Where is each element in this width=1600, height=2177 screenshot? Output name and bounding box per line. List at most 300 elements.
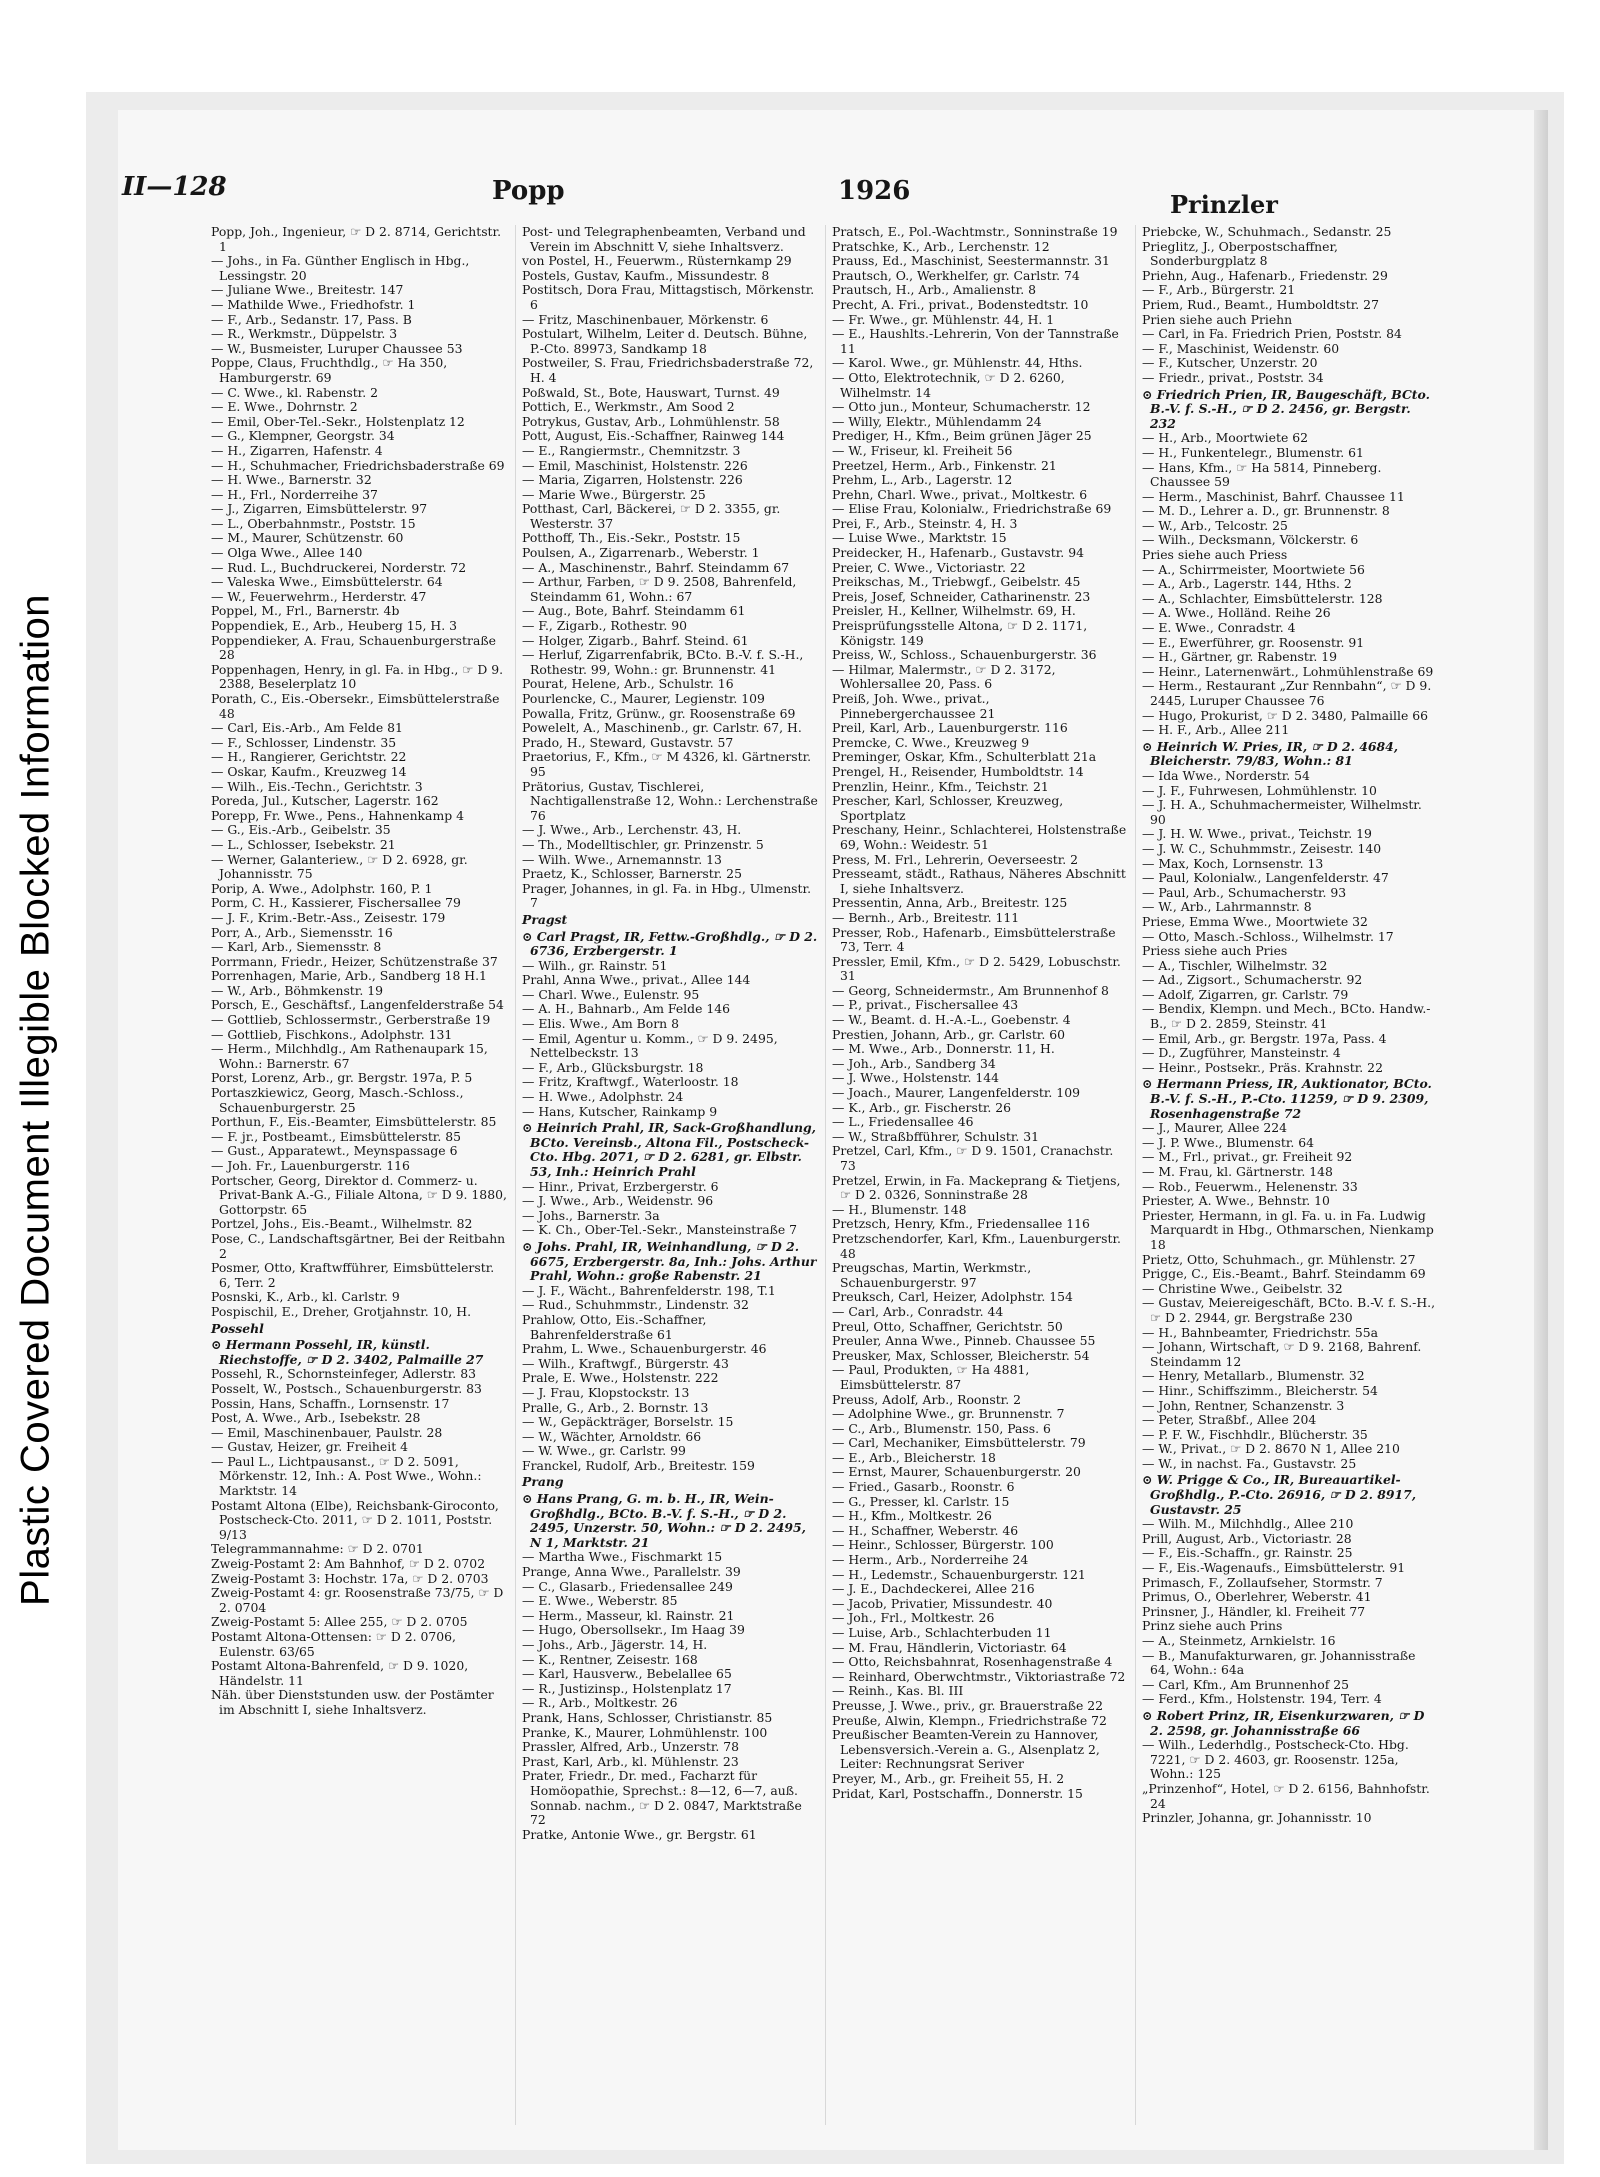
directory-entry: — W., Privat., ☞ D 2. 8670 N 1, Allee 210 — [1142, 1441, 1400, 1457]
side-strip — [0, 0, 72, 2177]
directory-entry: — Oskar, Kaufm., Kreuzweg 14 — [211, 763, 407, 779]
directory-entry: — J. H. A., Schuhmachermeister, Wilhelmstr. 90 — [1142, 797, 1422, 827]
directory-entry: Pralle, G., Arb., 2. Bornstr. 13 — [522, 1399, 709, 1415]
directory-entry: — A., Arb., Lagerstr. 144, Hths. 2 — [1142, 576, 1352, 592]
directory-entry: — Hans, Kfm., ☞ Ha 5814, Pinneberg. Chaussee 59 — [1142, 459, 1382, 490]
directory-entry: — Henry, Metallarb., Blumenstr. 32 — [1142, 1368, 1365, 1384]
directory-entry: Porr, A., Arb., Siemensstr. 16 — [211, 924, 393, 940]
directory-entry: Prahl, Anna Wwe., privat., Allee 144 — [522, 972, 751, 988]
directory-entry: — Heinr., Postsekr., Präs. Krahnstr. 22 — [1142, 1059, 1383, 1075]
directory-entry: — E., Haushlts.-Lehrerin, Von der Tannstraße 11 — [832, 326, 1119, 356]
directory-entry: Prater, Friedr., Dr. med., Facharzt für Homöopathie, Sprechst.: 8—12, 6—7, auß. Sonnab. nachm., ☞ D 2. 0847, Marktstraße 72 — [522, 1768, 802, 1828]
directory-entry: — P. F. W., Fischhdlr., Blücherstr. 35 — [1142, 1426, 1368, 1442]
directory-entry: — H., Frl., Norderreihe 37 — [211, 486, 378, 502]
directory-entry: ⊙ W. Prigge & Co., IR, Bureauartikel-Großhdlg., P.-Cto. 26916, ☞ D 2. 8917, Gustavstr. 25 — [1142, 1472, 1417, 1517]
directory-entry: Prengel, H., Reisender, Humboldtstr. 14 — [832, 763, 1084, 779]
directory-entry: Pratke, Antonie Wwe., gr. Bergstr. 61 — [522, 1826, 757, 1842]
directory-entry: — Carl, Arb., Conradstr. 44 — [832, 1303, 1004, 1319]
directory-entry: Pospischil, E., Dreher, Grotjahnstr. 10, H. — [211, 1303, 472, 1319]
directory-entry: — F., Arb., Bürgerstr. 21 — [1142, 282, 1296, 298]
directory-entry: — Ferd., Kfm., Holstenstr. 194, Terr. 4 — [1142, 1691, 1382, 1707]
directory-entry: Preuler, Anna Wwe., Pinneb. Chaussee 55 — [832, 1333, 1096, 1349]
directory-entry: Prange, Anna Wwe., Parallelstr. 39 — [522, 1564, 741, 1580]
directory-entry: — Wilh., Lederhdlg., Postscheck-Cto. Hbg. 7221, ☞ D 2. 4603, gr. Roosenstr. 125a, Wohn.: 125 — [1142, 1737, 1409, 1782]
directory-entry: — H., Ledemstr., Schauenburgerstr. 121 — [832, 1566, 1086, 1582]
directory-entry: Pressentin, Anna, Arb., Breitestr. 125 — [832, 895, 1068, 911]
directory-entry: — J. Wwe., Arb., Weidenstr. 96 — [522, 1193, 714, 1209]
directory-entry: Potthast, Carl, Bäckerei, ☞ D 2. 3355, gr. Westerstr. 37 — [522, 501, 781, 531]
directory-entry: Prehm, L., Arb., Lagerstr. 12 — [832, 472, 1013, 488]
directory-entry: Pries siehe auch Priess — [1142, 547, 1288, 563]
directory-entry: — P., privat., Fischersallee 43 — [832, 997, 1019, 1013]
directory-entry: Priester, A. Wwe., Behnstr. 10 — [1142, 1193, 1330, 1209]
directory-entry: Prautsch, O., Werkhelfer, gr. Carlstr. 74 — [832, 267, 1080, 283]
directory-entry: — W., Feuerwehrm., Herderstr. 47 — [211, 588, 427, 604]
directory-entry: Zweig-Postamt 5: Allee 255, ☞ D 2. 0705 — [211, 1614, 468, 1630]
directory-entry: ⊙ Johs. Prahl, IR, Weinhandlung, ☞ D 2. 6675, Erzbergerstr. 8a, Inh.: Johs. Arthur Prahl, Wohn.: große Rabenstr. 21 — [522, 1238, 817, 1284]
directory-entry: — E. Wwe., Conradstr. 4 — [1142, 620, 1296, 636]
directory-entry: — Charl. Wwe., Eulenstr. 95 — [522, 986, 700, 1002]
directory-entry: Praetz, K., Schlosser, Barnerstr. 25 — [522, 866, 742, 882]
directory-entry: — Otto jun., Monteur, Schumacherstr. 12 — [832, 399, 1091, 415]
directory-entry: — A., Schlachter, Eimsbüttelerstr. 128 — [1142, 590, 1383, 606]
directory-entry: Priese, Emma Wwe., Moortwiete 32 — [1142, 913, 1368, 929]
directory-entry: — Luise, Arb., Schlachterbuden 11 — [832, 1625, 1052, 1640]
directory-entry: Post, A. Wwe., Arb., Isebekstr. 28 — [211, 1410, 421, 1426]
directory-entry: Postamt Altona-Bahrenfeld, ☞ D 9. 1020, Händelstr. 11 — [211, 1658, 469, 1688]
directory-entry: — Emil, Maschinenbauer, Paulstr. 28 — [211, 1424, 443, 1440]
directory-entry: Prager, Johannes, in gl. Fa. in Hbg., Ulmenstr. 7 — [522, 880, 812, 911]
directory-entry: von Postel, H., Feuerwm., Rüsternkamp 29 — [522, 253, 792, 269]
directory-entry: — Th., Modelltischler, gr. Prinzenstr. 5 — [522, 836, 764, 852]
directory-entry: — Herm., Arb., Norderreihe 24 — [832, 1552, 1029, 1568]
directory-entry: Preußischer Beamten-Verein zu Hannover, Lebensversich.-Verein a. G., Alsenplatz 2, Leiter: Rechnungsrat Seriver — [832, 1727, 1100, 1772]
directory-entry: — Maria, Zigarren, Holstenstr. 226 — [522, 472, 743, 488]
directory-entry: — Arthur, Farben, ☞ D 9. 2508, Bahrenfeld, Steindamm 61, Wohn.: 67 — [522, 574, 797, 604]
directory-entry: Pretzschendorfer, Karl, Kfm., Lauenburgerstr. 48 — [832, 1230, 1121, 1261]
directory-entry: Prast, Karl, Arb., kl. Mühlenstr. 23 — [522, 1753, 739, 1769]
directory-entry: — H., Arb., Moortwiete 62 — [1142, 430, 1308, 446]
directory-entry: — A., Steinmetz, Arnkielstr. 16 — [1142, 1633, 1336, 1648]
directory-entry: — Herm., Masseur, kl. Rainstr. 21 — [522, 1607, 735, 1623]
directory-entry: ⊙ Robert Prinz, IR, Eisenkurzwaren, ☞ D 2. 2598, gr. Johannisstraße 66 — [1142, 1707, 1425, 1738]
directory-entry: — F. jr., Postbeamt., Eimsbüttelerstr. 85 — [211, 1128, 461, 1144]
directory-entry: — G., Eis.-Arb., Geibelstr. 35 — [211, 822, 391, 838]
directory-entry: — E., Arb., Bleicherstr. 18 — [832, 1449, 996, 1465]
directory-entry: Posselt, W., Postsch., Schauenburgerstr. 83 — [211, 1380, 482, 1396]
directory-entry: Prenzlin, Heinr., Kfm., Teichstr. 21 — [832, 778, 1049, 794]
directory-entry: Praetorius, F., Kfm., ☞ M 4326, kl. Gärtnerstr. 95 — [522, 749, 812, 779]
directory-entry: — M., Frl., privat., gr. Freiheit 92 — [1142, 1149, 1353, 1165]
directory-entry: Postweiler, S. Frau, Friedrichsbaderstraße 72, H. 4 — [522, 355, 814, 385]
directory-entry: — H., Schaffner, Weberstr. 46 — [832, 1522, 1019, 1538]
directory-entry: — M. Wwe., Arb., Donnerstr. 11, H. — [832, 1041, 1055, 1057]
directory-entry: Prahlow, Otto, Eis.-Schaffner, Bahrenfelderstraße 61 — [522, 1311, 707, 1342]
directory-entry: — John, Rentner, Schanzenstr. 3 — [1142, 1397, 1345, 1413]
directory-entry: Prieglitz, J., Oberpostschaffner, Sonderburgplatz 8 — [1142, 238, 1338, 269]
directory-entry: — Georg, Schneidermstr., Am Brunnenhof 8 — [832, 982, 1109, 998]
directory-entry: — C., Glasarb., Friedensallee 249 — [522, 1578, 733, 1594]
directory-entry: Pretzel, Erwin, in Fa. Mackeprang & Tietjens, ☞ D 2. 0326, Sonninstraße 28 — [832, 1172, 1121, 1203]
directory-entry: Postamt Altona (Elbe), Reichsbank-Giroconto, Postscheck-Cto. 2011, ☞ D 2. 1011, Poststr. 9/13 — [211, 1497, 499, 1542]
directory-entry: — Hans, Kutscher, Rainkamp 9 — [522, 1103, 718, 1119]
directory-entry: Preminger, Oskar, Kfm., Schulterblatt 21a — [832, 749, 1097, 765]
directory-entry: — E., Ewerführer, gr. Roosenstr. 91 — [1142, 634, 1365, 650]
directory-entry: — W., Arb., Lahrmannstr. 8 — [1142, 899, 1312, 915]
directory-entry: Poßwald, St., Bote, Hauswart, Turnst. 49 — [522, 384, 780, 400]
directory-entry: Preikschas, M., Triebwgf., Geibelstr. 45 — [832, 574, 1081, 590]
running-head-right: Prinzler — [1170, 190, 1278, 219]
directory-entry: Prätorius, Gustav, Tischlerei, Nachtigallenstraße 12, Wohn.: Lerchenstraße 76 — [522, 778, 818, 823]
directory-entry: Prestien, Johann, Arb., gr. Carlstr. 60 — [832, 1026, 1066, 1042]
directory-entry: Porepp, Fr. Wwe., Pens., Hahnenkamp 4 — [211, 807, 464, 823]
directory-entry: Preuksch, Carl, Heizer, Adolphstr. 154 — [832, 1289, 1073, 1305]
directory-entry: Prado, H., Steward, Gustavstr. 57 — [522, 734, 734, 750]
directory-entry: Portaszkiewicz, Georg, Masch.-Schloss., Schauenburgerstr. 25 — [211, 1085, 464, 1115]
directory-entry: — Heinr., Laternenwärt., Lohmühlenstraße 69 — [1142, 663, 1434, 679]
directory-entry: — Johs., in Fa. Günther Englisch in Hbg., Lessingstr. 20 — [211, 253, 470, 283]
directory-entry: Preiß, Joh. Wwe., privat., Pinnebergerchaussee 21 — [832, 691, 996, 721]
directory-entry: Pretzsch, Henry, Kfm., Friedensallee 116 — [832, 1216, 1090, 1232]
directory-entry: Priehn, Aug., Hafenarb., Friedenstr. 29 — [1142, 267, 1388, 283]
directory-entry: — F., Maschinist, Weidenstr. 60 — [1142, 340, 1340, 356]
directory-entry: — Hugo, Prokurist, ☞ D 2. 3480, Palmaille 66 — [1142, 707, 1428, 723]
directory-entry: — Luise Wwe., Marktstr. 15 — [832, 530, 1007, 546]
directory-entry: — Marie Wwe., Bürgerstr. 25 — [522, 486, 706, 502]
directory-entry: — F., Eis.-Wagenaufs., Eimsbüttelerstr. 91 — [1142, 1560, 1406, 1576]
directory-entry: Popp, Joh., Ingenieur, ☞ D 2. 8714, Gerichtstr. 1 — [211, 225, 502, 254]
directory-entry: — Gustav, Heizer, gr. Freiheit 4 — [211, 1439, 409, 1455]
directory-entry: Preusse, J. Wwe., priv., gr. Brauerstraße 22 — [832, 1697, 1104, 1713]
directory-entry: — A. H., Bahnarb., Am Felde 146 — [522, 1001, 730, 1017]
directory-entry: — Paul L., Lichtpausanst., ☞ D 2. 5091, Mörkenstr. 12, Inh.: A. Post Wwe., Wohn.: Marktstr. 14 — [211, 1453, 482, 1499]
directory-entry: — Ad., Zigsort., Schumacherstr. 92 — [1142, 972, 1363, 988]
directory-entry: Postitsch, Dora Frau, Mittagstisch, Mörkenstr. 6 — [522, 282, 815, 312]
directory-entry: Prietz, Otto, Schuhmach., gr. Mühlenstr. 27 — [1142, 1251, 1416, 1267]
directory-entry: Preil, Karl, Arb., Lauenburgerstr. 116 — [832, 720, 1068, 736]
directory-entry: — Willy, Elektr., Mühlendamm 24 — [832, 413, 1042, 429]
directory-entry: — Friedr., privat., Poststr. 34 — [1142, 369, 1324, 385]
directory-entry: Preul, Otto, Schaffner, Gerichtstr. 50 — [832, 1318, 1063, 1334]
directory-entry: Preier, C. Wwe., Victoriastr. 22 — [832, 559, 1026, 575]
directory-entry: Preidecker, H., Hafenarb., Gustavstr. 94 — [832, 545, 1084, 561]
directory-entry: Prinz siehe auch Prins — [1142, 1618, 1283, 1634]
directory-entry: — Holger, Zigarb., Bahrf. Steind. 61 — [522, 632, 749, 648]
directory-entry: — A. Wwe., Holländ. Reihe 26 — [1142, 605, 1331, 621]
directory-entry: Potrykus, Gustav, Arb., Lohmühlenstr. 58 — [522, 413, 780, 429]
directory-entry: — Karl, Arb., Siemensstr. 8 — [211, 939, 382, 955]
directory-entry: Priester, Hermann, in gl. Fa. u. in Fa. Ludwig Marquardt in Hbg., Othmarschen, Nienkamp 18 — [1142, 1207, 1434, 1252]
directory-entry: — Fr. Wwe., gr. Mühlenstr. 44, H. 1 — [832, 311, 1055, 327]
directory-entry: Preuße, Alwin, Klempn., Friedrichstraße 72 — [832, 1712, 1107, 1728]
directory-entry: — H., Kfm., Moltkestr. 26 — [832, 1508, 992, 1524]
directory-entry: — Hinr., Privat, Erzbergerstr. 6 — [522, 1178, 719, 1194]
directory-entry: — W., Wächter, Arnoldstr. 66 — [522, 1428, 702, 1444]
directory-entry: Pose, C., Landschaftsgärtner, Bei der Reitbahn 2 — [211, 1230, 506, 1261]
directory-entry: — Max, Koch, Lornsenstr. 13 — [1142, 855, 1324, 871]
directory-entry: — Emil, Ober-Tel.-Sekr., Holstenplatz 12 — [211, 413, 465, 429]
directory-entry: — Joh., Arb., Sandberg 34 — [832, 1055, 996, 1071]
directory-entry: — W., Straßbfführer, Schulstr. 31 — [832, 1128, 1040, 1144]
directory-entry: Zweig-Postamt 2: Am Bahnhof, ☞ D 2. 0702 — [211, 1556, 486, 1572]
directory-entry: Preisler, H., Kellner, Wilhelmstr. 69, H. — [832, 603, 1076, 619]
directory-entry: — Carl, Eis.-Arb., Am Felde 81 — [211, 720, 403, 736]
directory-entry: Poppe, Claus, Fruchthdlg., ☞ Ha 350, Hamburgerstr. 69 — [211, 355, 448, 385]
directory-entry: — W., Beamt. d. H.-A.-L., Goebenstr. 4 — [832, 1012, 1071, 1028]
directory-entry: — Werner, Galanteriew., ☞ D 2. 6928, gr. Johannisstr. 75 — [211, 851, 468, 882]
directory-entry: — R., Werkmstr., Düppelstr. 3 — [211, 326, 398, 342]
directory-entry: — Bernh., Arb., Breitestr. 111 — [832, 909, 1020, 925]
directory-entry: — H., Rangierer, Gerichtstr. 22 — [211, 749, 407, 765]
directory-entry: — K., Rentner, Zeisestr. 168 — [522, 1651, 698, 1667]
directory-entry: Preiss, W., Schloss., Schauenburgerstr. 36 — [832, 647, 1097, 663]
directory-entry: — L., Friedensallee 46 — [832, 1114, 974, 1130]
directory-entry: — F., Arb., Glücksburgstr. 18 — [522, 1059, 704, 1075]
directory-entry: — Herm., Maschinist, Bahrf. Chaussee 11 — [1142, 488, 1405, 504]
directory-entry: ⊙ Heinrich W. Pries, IR, ☞ D 2. 4684, Bleicherstr. 79/83, Wohn.: 81 — [1142, 738, 1399, 769]
directory-entry: — W., Arb., Böhmkenstr. 19 — [211, 982, 383, 998]
directory-entry: — F., Kutscher, Unzerstr. 20 — [1142, 355, 1318, 371]
directory-entry: Premcke, C. Wwe., Kreuzweg 9 — [832, 734, 1030, 750]
directory-entry: — Hugo, Obersollsekr., Im Haag 39 — [522, 1622, 745, 1638]
page-number: II—128 — [122, 172, 227, 202]
directory-entry: — Fritz, Maschinenbauer, Mörkenstr. 6 — [522, 311, 769, 327]
directory-entry: Post- und Telegraphenbeamten, Verband und Verein im Abschnitt V, siehe Inhaltsverz. — [522, 225, 806, 254]
directory-entry: — H. F., Arb., Allee 211 — [1142, 722, 1290, 738]
directory-entry: Prinsner, J., Händler, kl. Freiheit 77 — [1142, 1603, 1366, 1619]
directory-entry: Prassler, Alfred, Arb., Unzerstr. 78 — [522, 1739, 740, 1755]
directory-entry: Presseamt, städt., Rathaus, Näheres Abschnitt I, siehe Inhaltsverz. — [832, 866, 1126, 896]
directory-entry: Porsch, E., Geschäftsf., Langenfelderstraße 54 — [211, 997, 504, 1013]
directory-entry: — W., Gepäckträger, Borselstr. 15 — [522, 1414, 734, 1430]
directory-entry: Posnski, K., Arb., kl. Carlstr. 9 — [211, 1289, 400, 1305]
directory-entry: Poppendieker, A. Frau, Schauenburgerstraße 28 — [211, 632, 496, 663]
directory-entry: — Aug., Bote, Bahrf. Steindamm 61 — [522, 603, 746, 619]
directory-entry: Preyer, M., Arb., gr. Freiheit 55, H. 2 — [832, 1770, 1065, 1786]
directory-entry: — Emil, Agentur u. Komm., ☞ D 9. 2495, Nettelbeckstr. 13 — [522, 1030, 778, 1061]
directory-entry: — Peter, Straßbf., Allee 204 — [1142, 1412, 1317, 1428]
directory-entry: Prale, E. Wwe., Holstenstr. 222 — [522, 1370, 719, 1386]
directory-entry: — Hilmar, Malermstr., ☞ D 2. 3172, Wohlersallee 20, Pass. 6 — [832, 661, 1056, 692]
directory-entry: Pratsch, E., Pol.-Wachtmstr., Sonninstraße 19 — [832, 225, 1118, 239]
directory-entry: — W. Wwe., gr. Carlstr. 99 — [522, 1443, 686, 1459]
directory-entry: — Gust., Apparatewt., Meynspassage 6 — [211, 1143, 458, 1159]
directory-entry: — Adolf, Zigarren, gr. Carlstr. 79 — [1142, 986, 1349, 1002]
directory-entry: — H. Wwe., Barnerstr. 32 — [211, 472, 372, 488]
directory-entry: — Wilh., Decksmann, Völckerstr. 6 — [1142, 532, 1359, 548]
running-head-left: Popp — [492, 176, 565, 206]
directory-entry: — Elis. Wwe., Am Born 8 — [522, 1016, 679, 1032]
directory-entry: — Wilh. M., Milchhdlg., Allee 210 — [1142, 1516, 1354, 1532]
directory-entry: — Joh. Fr., Lauenburgerstr. 116 — [211, 1158, 410, 1173]
directory-entry: Porrenhagen, Marie, Arb., Sandberg 18 H.1 — [211, 968, 487, 984]
directory-entry: — Rud., Schuhmmstr., Lindenstr. 32 — [522, 1297, 749, 1313]
directory-entry: ⊙ Heinrich Prahl, IR, Sack-Großhandlung, BCto. Vereinsb., Altona Fil., Postscheck-Cto. Hbg. 2071, ☞ D 2. 6281, gr. Elbstr. 53, Inh.: Heinrich Prahl — [522, 1120, 816, 1179]
directory-entry: Telegrammannahme: ☞ D 2. 0701 — [211, 1541, 424, 1557]
directory-entry: Potthoff, Th., Eis.-Sekr., Poststr. 15 — [522, 530, 741, 546]
directory-entry: Franckel, Rudolf, Arb., Breitestr. 159 — [522, 1457, 755, 1473]
column-2 — [515, 225, 825, 2125]
directory-entry: — J. F., Wächt., Bahrenfelderstr. 198, T.1 — [522, 1282, 776, 1298]
directory-entry: — W., Arb., Telcostr. 25 — [1142, 517, 1288, 533]
directory-entry: — F., Schlosser, Lindenstr. 35 — [211, 734, 397, 750]
directory-entry: — Gottlieb, Schlossermstr., Gerberstraße 19 — [211, 1012, 491, 1028]
directory-entry: Postulart, Wilhelm, Leiter d. Deutsch. Bühne, P.-Cto. 89973, Sandkamp 18 — [522, 326, 808, 356]
directory-entry: Powelelt, A., Maschinenb., gr. Carlstr. 67, H. — [522, 720, 802, 736]
directory-entry: Poreda, Jul., Kutscher, Lagerstr. 162 — [211, 793, 439, 809]
directory-entry: — Hinr., Schiffszimm., Bleicherstr. 54 — [1142, 1382, 1378, 1398]
directory-entry: — Reinhard, Oberwchtmstr., Viktoriastraße 72 — [832, 1668, 1126, 1684]
directory-entry: — H., Bahnbeamter, Friedrichstr. 55a — [1142, 1324, 1379, 1340]
directory-entry: Poulsen, A., Zigarrenarb., Weberstr. 1 — [522, 545, 760, 561]
directory-entry: — Fried., Gasarb., Roonstr. 6 — [832, 1479, 1015, 1495]
directory-entry: Poppendiek, E., Arb., Heuberg 15, H. 3 — [211, 618, 457, 634]
directory-entry: — Carl, Kfm., Am Brunnenhof 25 — [1142, 1676, 1350, 1692]
directory-entry: — J. W. C., Schuhmmstr., Zeisestr. 140 — [1142, 840, 1382, 856]
directory-entry: — Fritz, Kraftwgf., Waterloostr. 18 — [522, 1074, 739, 1090]
directory-entry: Portscher, Georg, Direktor d. Commerz- u. Privat-Bank A.-G., Filiale Altona, ☞ D 9. 1880, Gottorpstr. 65 — [211, 1172, 507, 1217]
directory-entry: Precht, A. Fri., privat., Bodenstedtstr. 10 — [832, 296, 1089, 312]
directory-entry: — F., Eis.-Schaffn., gr. Rainstr. 25 — [1142, 1545, 1353, 1561]
directory-entry: — Ernst, Maurer, Schauenburgerstr. 20 — [832, 1464, 1081, 1480]
directory-entry: — H. Wwe., Adolphstr. 24 — [522, 1089, 684, 1105]
directory-entry: Porthun, F., Eis.-Beamter, Eimsbüttelerstr. 85 — [211, 1114, 497, 1130]
directory-entry: — J. E., Dachdeckerei, Allee 216 — [832, 1581, 1035, 1597]
directory-entry: — Otto, Masch.-Schloss., Wilhelmstr. 17 — [1142, 928, 1394, 944]
directory-entry: — Wilh. Wwe., Arnemannstr. 13 — [522, 851, 722, 867]
directory-entry: — Rob., Feuerwm., Helenenstr. 33 — [1142, 1178, 1358, 1194]
directory-entry: Zweig-Postamt 3: Hochstr. 17a, ☞ D 2. 0703 — [211, 1570, 489, 1586]
directory-entry: — Karl, Hausverw., Bebelallee 65 — [522, 1666, 732, 1682]
directory-entry: Porst, Lorenz, Arb., gr. Bergstr. 197a, P. 5 — [211, 1070, 473, 1086]
directory-entry: Preschany, Heinr., Schlachterei, Holstenstraße 69, Wohn.: Weidestr. 51 — [832, 822, 1127, 852]
directory-entry: — Wilh., gr. Rainstr. 51 — [522, 957, 668, 973]
directory-entry: Pragst — [522, 911, 568, 927]
directory-entry: — Herm., Milchhdlg., Am Rathenaupark 15, Wohn.: Barnerstr. 67 — [211, 1041, 488, 1071]
directory-entry: — Paul, Arb., Schumacherstr. 93 — [1142, 884, 1347, 900]
directory-entry: Porrmann, Friedr., Heizer, Schützenstraße 37 — [211, 953, 498, 969]
directory-entry: Poppel, M., Frl., Barnerstr. 4b — [211, 603, 400, 619]
directory-entry: — Johann, Wirtschaft, ☞ D 9. 2168, Bahrenf. Steindamm 12 — [1142, 1339, 1422, 1369]
directory-entry: — C. Wwe., kl. Rabenstr. 2 — [211, 384, 378, 400]
directory-entry: — Paul, Kolonialw., Langenfelderstr. 47 — [1142, 870, 1389, 886]
directory-entry: — Olga Wwe., Allee 140 — [211, 545, 363, 561]
directory-entry: Posmer, Otto, Kraftwfführer, Eimsbüttelerstr. 6, Terr. 2 — [211, 1260, 495, 1290]
directory-entry: Pottich, E., Werkmstr., Am Sood 2 — [522, 399, 735, 415]
directory-entry: — W., Friseur, kl. Freiheit 56 — [832, 442, 1013, 458]
side-label: Plastic Covered Document Illegible Blocked Information — [13, 594, 58, 1606]
directory-entry: Possin, Hans, Schaffn., Lornsenstr. 17 — [211, 1395, 450, 1411]
directory-entry: Prahm, L. Wwe., Schauenburgerstr. 46 — [522, 1341, 767, 1357]
directory-entry: — Emil, Arb., gr. Bergstr. 197a, Pass. 4 — [1142, 1030, 1387, 1046]
directory-entry: — F., Zigarb., Rothestr. 90 — [522, 618, 687, 634]
directory-entry: — A., Tischler, Wilhelmstr. 32 — [1142, 957, 1328, 973]
directory-entry: Preetzel, Herm., Arb., Finkenstr. 21 — [832, 457, 1057, 473]
directory-entry: Priem, Rud., Beamt., Humboldtstr. 27 — [1142, 296, 1379, 312]
directory-entry: Preugschas, Martin, Werkmstr., Schauenburgerstr. 97 — [832, 1260, 1032, 1290]
directory-entry: Prang — [522, 1474, 564, 1490]
directory-entry: Pranke, K., Maurer, Lohmühlenstr. 100 — [522, 1724, 768, 1740]
directory-entry: — H., Gärtner, gr. Rabenstr. 19 — [1142, 649, 1338, 665]
directory-entry: — Adolphine Wwe., gr. Brunnenstr. 7 — [832, 1406, 1065, 1422]
directory-entry: — M. D., Lehrer a. D., gr. Brunnenstr. 8 — [1142, 503, 1390, 519]
directory-entry: ⊙ Hermann Possehl, IR, künstl. Riechstoffe, ☞ D 2. 3402, Palmaille 27 — [211, 1337, 484, 1367]
directory-entry: Zweig-Postamt 4: gr. Roosenstraße 73/75, ☞ D 2. 0704 — [211, 1585, 504, 1615]
directory-entry: — Emil, Maschinist, Holstenstr. 226 — [522, 457, 748, 473]
directory-entry: Postels, Gustav, Kaufm., Missundestr. 8 — [522, 267, 770, 283]
directory-entry: — D., Zugführer, Mansteinstr. 4 — [1142, 1045, 1341, 1061]
directory-entry: ⊙ Hermann Priess, IR, Auktionator, BCto. B.-V. f. S.-H., P.-Cto. 11259, ☞ D 9. 2309, Rosenhagenstraße 72 — [1142, 1076, 1432, 1121]
running-head-year: 1926 — [838, 176, 911, 206]
directory-entry: — J. Wwe., Holstenstr. 144 — [832, 1070, 1000, 1086]
directory-entry: — H., Blumenstr. 148 — [832, 1201, 967, 1217]
directory-entry: — Ida Wwe., Norderstr. 54 — [1142, 767, 1310, 783]
directory-entry: — K., Arb., gr. Fischerstr. 26 — [832, 1099, 1012, 1115]
page-edge — [1534, 110, 1548, 2150]
directory-entry: Porip, A. Wwe., Adolphstr. 160, P. 1 — [211, 880, 433, 896]
directory-entry: Presser, Rob., Hafenarb., Eimsbüttelerstraße 73, Terr. 4 — [832, 924, 1116, 955]
directory-entry: — W., Busmeister, Luruper Chaussee 53 — [211, 340, 463, 356]
column-4 — [1135, 225, 1445, 2125]
directory-entry: — J., Maurer, Allee 224 — [1142, 1120, 1288, 1136]
directory-entry: ⊙ Carl Pragst, IR, Fettw.-Großhdlg., ☞ D 2. 6736, Erzbergerstr. 1 — [522, 928, 818, 959]
directory-entry: Prehn, Charl. Wwe., privat., Moltkestr. 6 — [832, 486, 1088, 502]
directory-entry: — Reinh., Kas. Bl. III — [832, 1683, 964, 1699]
column-1 — [205, 225, 515, 2125]
directory-entry: — C., Arb., Blumenstr. 150, Pass. 6 — [832, 1420, 1051, 1436]
directory-entry: Prank, Hans, Schlosser, Christianstr. 85 — [522, 1709, 773, 1725]
directory-entry: — F., Arb., Sedanstr. 17, Pass. B — [211, 311, 412, 327]
directory-entry: — J. Frau, Klopstockstr. 13 — [522, 1384, 690, 1400]
directory-entry: Press, M. Frl., Lehrerin, Oeverseestr. 2 — [832, 851, 1079, 867]
directory-entry: „Prinzenhof“, Hotel, ☞ D 2. 6156, Bahnhofstr. 24 — [1142, 1780, 1430, 1811]
directory-entry: Preisprüfungsstelle Altona, ☞ D 2. 1171, Königstr. 149 — [832, 618, 1088, 648]
directory-entry: — Gottlieb, Fischkons., Adolphstr. 131 — [211, 1026, 453, 1042]
directory-entry: — J. Wwe., Arb., Lerchenstr. 43, H. — [522, 822, 742, 838]
directory-entry: — J. H. W. Wwe., privat., Teichstr. 19 — [1142, 826, 1372, 842]
directory-entry: — Wilh., Kraftwgf., Bürgerstr. 43 — [522, 1355, 729, 1371]
directory-entry: Priess siehe auch Pries — [1142, 943, 1288, 959]
directory-entry: Prien siehe auch Priehn — [1142, 311, 1293, 327]
directory-entry: Prinzler, Johanna, gr. Johannisstr. 10 — [1142, 1810, 1372, 1826]
directory-entry: Prauss, Ed., Maschinist, Seestermannstr. 31 — [832, 253, 1110, 269]
directory-entry: Primus, O., Oberlehrer, Weberstr. 41 — [1142, 1589, 1372, 1605]
directory-entry: — Gustav, Meiereigeschäft, BCto. B.-V. f. S.-H., ☞ D 2. 2944, gr. Bergstraße 230 — [1142, 1295, 1436, 1325]
directory-entry: — Johs., Barnerstr. 3a — [522, 1207, 660, 1223]
directory-entry: — L., Oberbahnmstr., Poststr. 15 — [211, 515, 416, 531]
directory-entry: — Carl, in Fa. Friedrich Prien, Poststr. 84 — [1142, 326, 1402, 342]
directory-entry: Poppenhagen, Henry, in gl. Fa. in Hbg., ☞ D 9. 2388, Beselerplatz 10 — [211, 661, 504, 692]
directory-entry: — M. Frau, kl. Gärtnerstr. 148 — [1142, 1164, 1333, 1179]
directory-entry: — A., Schirrmeister, Moortwiete 56 — [1142, 561, 1365, 577]
directory-entry: Pourat, Helene, Arb., Schulstr. 16 — [522, 676, 734, 692]
directory-entry: Prautsch, H., Arb., Amalienstr. 8 — [832, 282, 1036, 298]
directory-entry: — Valeska Wwe., Eimsbüttelerstr. 64 — [211, 574, 443, 590]
directory-entry: — K. Ch., Ober-Tel.-Sekr., Mansteinstraße 7 — [522, 1222, 798, 1238]
directory-entry: — H., Schuhmacher, Friedrichsbaderstraße 69 — [211, 457, 505, 473]
directory-entry: Prigge, C., Eis.-Beamt., Bahrf. Steindamm 69 — [1142, 1266, 1426, 1282]
directory-columns — [205, 225, 1445, 2125]
directory-entry: — B., Manufakturwaren, gr. Johannisstraße 64, Wohn.: 64a — [1142, 1647, 1416, 1678]
directory-entry: — A., Maschinenstr., Bahrf. Steindamm 67 — [522, 559, 790, 575]
directory-entry: — E., Rangiermstr., Chemnitzstr. 3 — [522, 442, 741, 458]
directory-entry: Priebcke, W., Schuhmach., Sedanstr. 25 — [1142, 225, 1392, 239]
directory-entry: — Christine Wwe., Geibelstr. 32 — [1142, 1280, 1343, 1296]
directory-entry: Porm, C. H., Kassierer, Fischersallee 79 — [211, 895, 461, 911]
directory-entry: — Martha Wwe., Fischmarkt 15 — [522, 1549, 723, 1565]
directory-entry: Prill, August, Arb., Victoriastr. 28 — [1142, 1530, 1352, 1546]
directory-entry: — Paul, Produkten, ☞ Ha 4881, Eimsbüttelerstr. 87 — [832, 1362, 1030, 1392]
